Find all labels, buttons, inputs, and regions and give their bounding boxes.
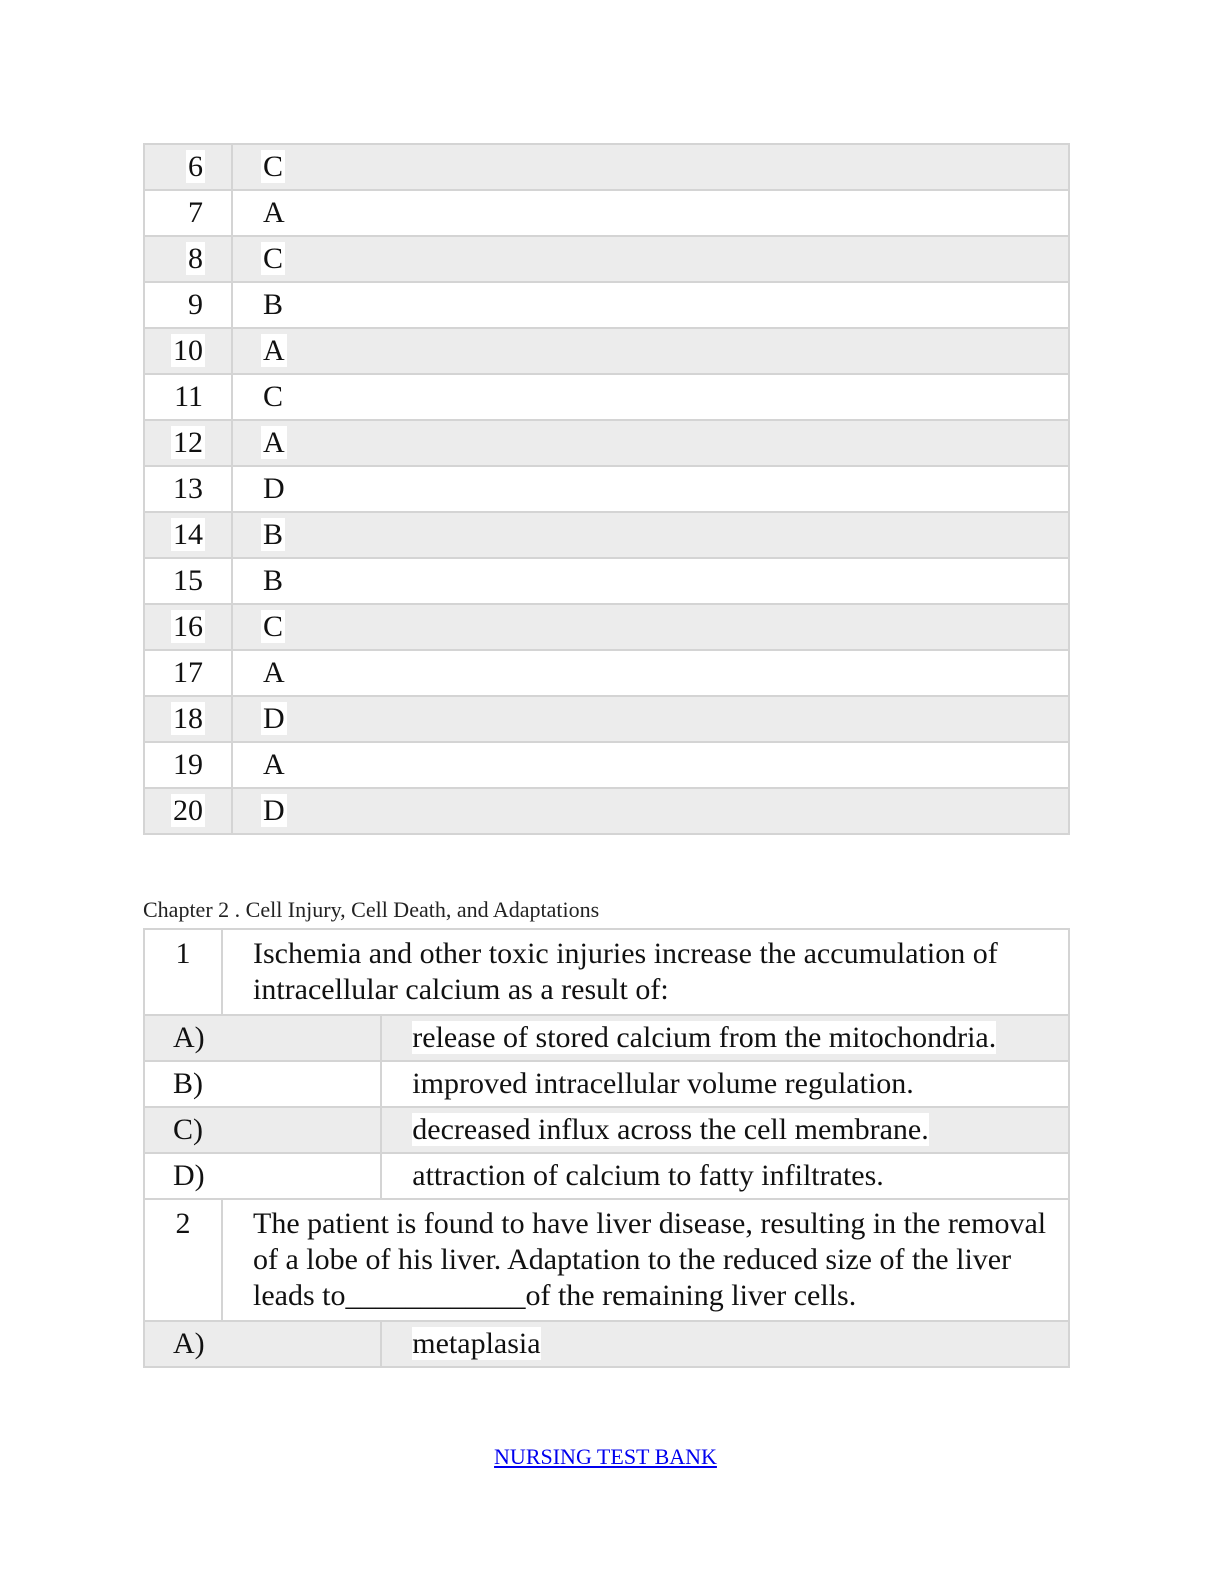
answer-number: 13 [173,472,203,505]
answer-letter: B [263,288,284,321]
option-row [144,1015,1069,1061]
answer-number: 14 [173,518,203,551]
answer-row [144,466,1069,512]
option-row [144,1107,1069,1153]
option-letter: A) [144,1321,381,1367]
option-letter: C) [144,1107,381,1153]
answer-number: 18 [173,702,203,735]
option-row [144,1061,1069,1107]
footer [0,1444,1211,1470]
question-table [143,928,1070,1368]
answer-letter: D [263,472,285,505]
question-row [144,929,1069,1015]
answer-number: 19 [173,748,203,781]
answer-row [144,558,1069,604]
answer-number: 17 [173,656,203,689]
answer-letter: C [263,610,284,643]
answer-row [144,190,1069,236]
option-letter: A) [144,1015,381,1061]
answer-row [144,604,1069,650]
answer-row [144,420,1069,466]
option-text: improved intracellular volume regulation. [412,1067,914,1100]
option-row [144,1321,1069,1367]
answer-letter: A [263,334,285,367]
answer-number: 10 [173,334,203,367]
chapter-heading: Chapter 2 . Cell Injury, Cell Death, and Adaptations [143,897,600,922]
option-letter: B) [144,1061,381,1107]
answer-row [144,328,1069,374]
answer-letter: B [263,518,284,551]
answer-letter: A [263,748,285,781]
answer-row [144,282,1069,328]
answer-row [144,788,1069,834]
answer-number: 16 [173,610,203,643]
answer-letter: D [263,702,285,735]
answer-row [144,742,1069,788]
answer-number: 6 [188,150,203,183]
answer-row [144,144,1069,190]
question-number: 1 [144,929,222,1015]
answer-letter: D [263,794,285,827]
question-number: 2 [144,1199,222,1321]
answer-key-table [143,143,1070,835]
option-row [144,1153,1069,1199]
answer-letter: A [263,656,285,689]
option-text: release of stored calcium from the mitochondria. [412,1021,997,1054]
answer-row [144,236,1069,282]
option-text: attraction of calcium to fatty infiltrates. [412,1159,884,1192]
option-letter: D) [144,1153,381,1199]
answer-number: 12 [173,426,203,459]
answer-letter: B [263,564,284,597]
question-text: The patient is found to have liver disease, resulting in the removal of a lobe of his liver. Adaptation to the reduced size of the liver leads to____________of the remaining liver cells. [222,1199,1069,1321]
answer-number: 9 [188,288,203,321]
option-text: decreased influx across the cell membrane. [412,1113,929,1146]
nursing-test-bank-link[interactable]: NURSING TEST BANK [494,1444,717,1469]
answer-letter: C [263,380,284,413]
answer-number: 8 [188,242,203,275]
answer-row [144,512,1069,558]
question-row [144,1199,1069,1321]
answer-row [144,374,1069,420]
answer-letter: A [263,426,285,459]
answer-letter: A [263,196,285,229]
answer-number: 11 [174,380,203,413]
answer-number: 15 [173,564,203,597]
option-text: metaplasia [412,1327,541,1360]
answer-row [144,650,1069,696]
question-text: Ischemia and other toxic injuries increase the accumulation of intracellular calcium as a result of: [222,929,1069,1015]
answer-row [144,696,1069,742]
answer-letter: C [263,150,284,183]
answer-number: 20 [173,794,203,827]
answer-letter: C [263,242,284,275]
answer-number: 7 [188,196,203,229]
